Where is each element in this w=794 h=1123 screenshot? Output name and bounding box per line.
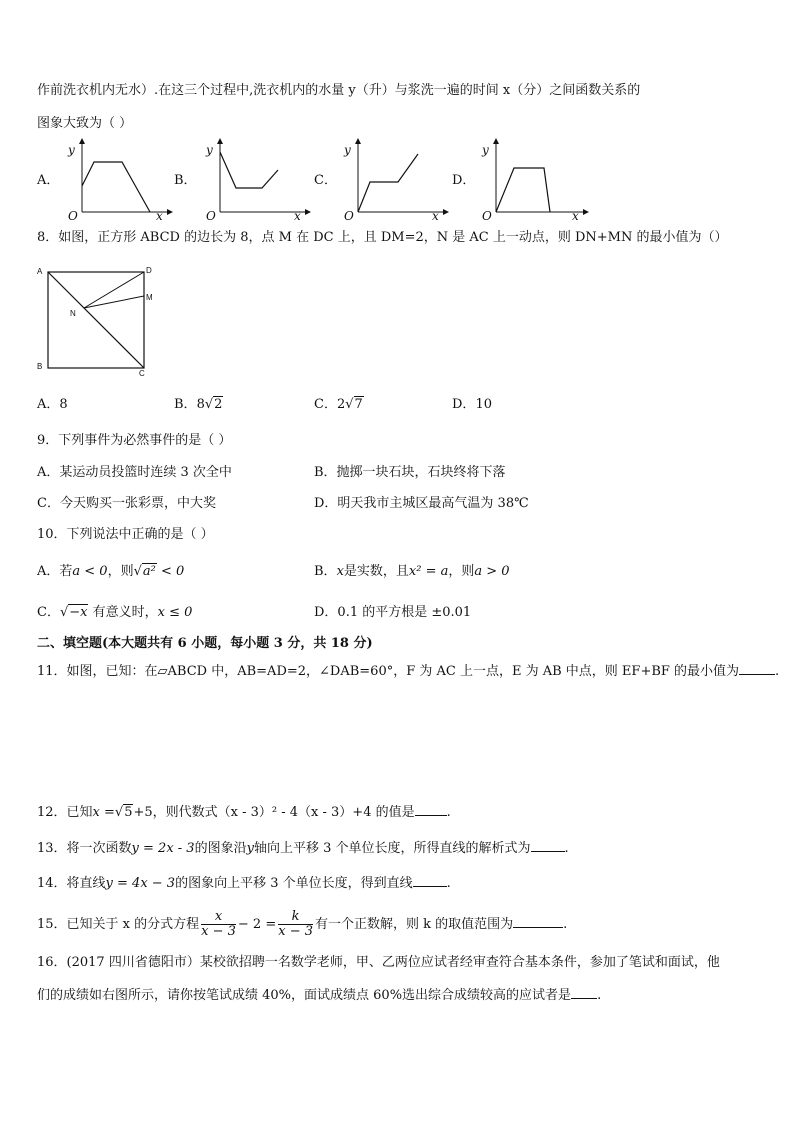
q16-stem-line1: 16．(2017 四川省德阳市）某校欲招聘一名数学老师，甲、乙两位应试者经审查符合基本条件，参加了笔试和面试，他: [37, 955, 720, 970]
q8-option-a: A．8: [37, 397, 68, 412]
q7-graph-b-x-label: x: [294, 209, 301, 223]
q7-option-d-label: D．: [452, 173, 476, 188]
q7-graph-b-y-label: y: [206, 143, 213, 157]
q7-graph-a-x-label: x: [156, 209, 163, 223]
q16-answer-blank[interactable]: [571, 986, 597, 999]
q8-label-m: M: [146, 293, 153, 302]
q7-graph-c: [338, 140, 448, 222]
q10-option-d: D．0.1 的平方根是 ±0.01: [314, 605, 472, 620]
q10-option-c: C．√−x 有意义时，x ≤ 0: [37, 605, 193, 620]
q12-stem: 12．已知x =√5+5，则代数式（x - 3）² - 4（x - 3）+4 的值是 .: [37, 805, 451, 820]
section-2-title: 二、填空题(本大题共有 6 小题，每小题 3 分，共 18 分): [37, 636, 373, 651]
q7-stem-line1: 作前洗衣机内无水）.在这三个过程中,洗衣机内的水量 y（升）与浆洗一遍的时间 x（分）之间函数关系的: [37, 83, 641, 98]
q8-label-a: A: [37, 267, 43, 276]
q7-stem-line2: 图象大致为（ ）: [37, 116, 133, 131]
q7-graph-a-y-label: y: [68, 143, 75, 157]
q9-option-c: C．今天购买一张彩票，中大奖: [37, 496, 216, 511]
q8-label-n: N: [70, 309, 76, 318]
q8-option-b: B．8√2: [174, 397, 223, 412]
q8-label-d: D: [146, 266, 152, 275]
q9-stem: 9．下列事件为必然事件的是（ ）: [37, 433, 232, 448]
q7-graph-c-x-label: x: [432, 209, 439, 223]
q7-graph-b: [200, 140, 310, 222]
q7-graph-c-y-label: y: [344, 143, 351, 157]
q7-graph-d-x-label: x: [572, 209, 579, 223]
q7-graph-d-origin: O: [482, 209, 492, 223]
q15-fraction-1: $\frac{x}{x - 3}$: [201, 909, 236, 939]
q11-stem: 11．如图，已知：在▱ABCD 中，AB=AD=2，∠DAB=60°，F 为 AC 上一点，E 为 AB 中点，则 EF+BF 的最小值为 .: [37, 664, 780, 679]
q7-graph-d-y-label: y: [482, 143, 489, 157]
q10-stem: 10．下列说法中正确的是（ ）: [37, 527, 214, 542]
q7-graph-c-origin: O: [344, 209, 354, 223]
q15-answer-blank[interactable]: [513, 915, 563, 928]
q7-graph-a: [62, 140, 172, 222]
q12-answer-blank[interactable]: [415, 803, 447, 816]
q14-stem: 14．将直线y = 4x − 3的图象向上平移 3 个单位长度，得到直线 .: [37, 876, 451, 891]
q9-option-d: D．明天我市主城区最高气温为 38℃: [314, 496, 529, 511]
q14-answer-blank[interactable]: [413, 874, 447, 887]
q16-stem-line2: 们的成绩如右图所示，请你按笔试成绩 40%，面试成绩点 60%选出综合成绩较高的应试者是 .: [37, 988, 602, 1003]
q13-answer-blank[interactable]: [531, 839, 565, 852]
q15-fraction-2: $\frac{k}{x - 3}$: [278, 909, 313, 939]
q7-graph-d: [476, 140, 588, 222]
q7-option-a-label: A．: [37, 173, 60, 188]
q15-stem: 15．已知关于 x 的分式方程 $\frac{x}{x - 3}$ − 2 = $\frac{k}{x - 3}$ 有一个正数解，则 k 的取值范围为 .: [37, 909, 568, 939]
q10-option-b: B．x是实数，且x² = a，则a > 0: [314, 564, 510, 579]
q8-label-b: B: [37, 362, 43, 371]
q7-graph-a-origin: O: [68, 209, 78, 223]
q8-label-c: C: [139, 369, 145, 378]
q7-graph-b-origin: O: [206, 209, 216, 223]
q8-stem: 8．如图，正方形 ABCD 的边长为 8，点 M 在 DC 上，且 DM=2，N 是 AC 上一动点，则 DN+MN 的最小值为（）: [37, 230, 728, 245]
q9-option-b: B．抛掷一块石块，石块终将下落: [314, 465, 506, 480]
q13-stem: 13．将一次函数y = 2x - 3的图象沿y轴向上平移 3 个单位长度，所得直线的解析式为 .: [37, 841, 569, 856]
q7-option-b-label: B．: [174, 173, 197, 188]
q7-option-c-label: C．: [314, 173, 337, 188]
q10-option-a: A．若a < 0，则√a² < 0: [37, 564, 185, 579]
q8-option-d: D．10: [452, 397, 492, 412]
q8-option-c: C．2√7: [314, 397, 363, 412]
q8-square-figure: [36, 265, 156, 377]
q11-answer-blank[interactable]: [739, 662, 775, 675]
q9-option-a: A．某运动员投篮时连续 3 次全中: [37, 465, 232, 480]
